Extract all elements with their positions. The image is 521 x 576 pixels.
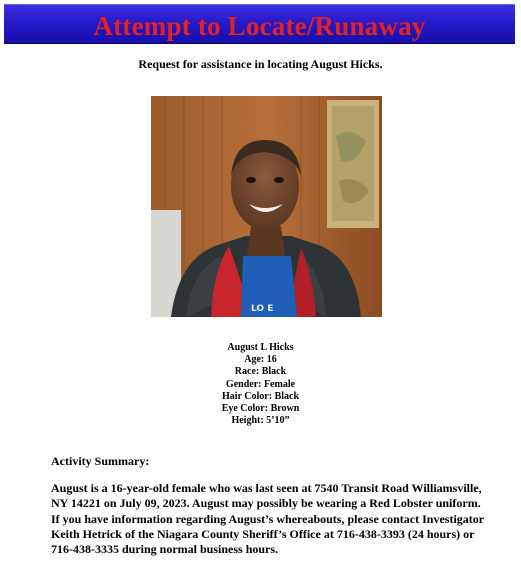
person-race: Race: Black xyxy=(234,366,287,378)
svg-text:LO E: LO E xyxy=(251,304,274,314)
activity-summary-heading: Activity Summary: xyxy=(51,454,150,468)
person-age: Age: 16 xyxy=(244,354,277,366)
person-gender: Gender: Female xyxy=(225,378,296,390)
person-name: August L Hicks xyxy=(227,342,294,353)
page-title: Attempt to Locate/Runaway xyxy=(93,11,426,41)
person-details xyxy=(0,342,521,427)
header-banner xyxy=(4,4,515,44)
person-eye-color: Eye Color: Brown xyxy=(221,403,300,415)
request-subtitle: Request for assistance in locating August Hicks. xyxy=(138,57,383,71)
person-height: Height: 5’10” xyxy=(231,415,290,427)
activity-summary-text: August is a 16-year-old female who was last seen at 7540 Transit Road Williamsville, NY 14221 on July 09, 2023. August may possibly be wearing a Red Lobster uniform. If you have information regarding August’s whereabouts, please contact Investigator Keith Hetrick of the Niagara County Sheriff’s Office at 716-438-3393 (24 hours) or 716-438-3335 during normal business hours. xyxy=(51,481,484,557)
portrait-photo xyxy=(151,96,382,317)
person-hair-color: Hair Color: Black xyxy=(221,390,300,402)
